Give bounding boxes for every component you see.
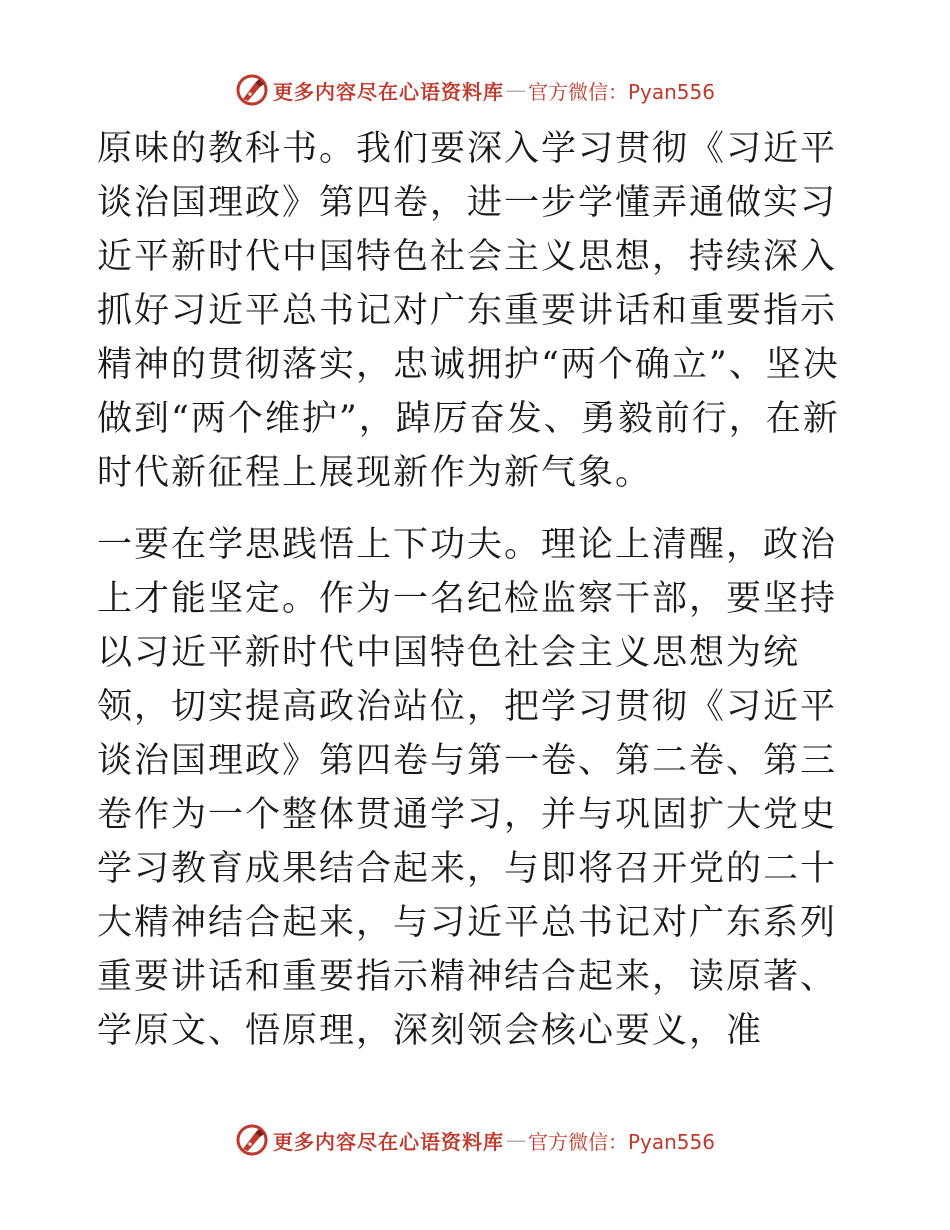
watermark-separator: —: [505, 78, 526, 102]
header-watermark: [0, 70, 950, 110]
paragraph-2: 一要在学思践悟上下功夫。理论上清醒，政治上才能坚定。作为一名纪检监察干部，要坚持以习近平新时代中国特色社会主义思想为统领，切实提高政治站位，把学习贯彻《习近平谈治国理政》第四卷与第一卷、第二卷、第三卷作为一个整体贯通学习，并与巩固扩大党史学习教育成果结合起来，与即将召开党的二十大精神结合起来，与习近平总书记对广东系列重要讲话和重要指示精神结合起来，读原著、学原文、悟原理，深刻领会核心要义，准: [97, 525, 838, 1051]
pen-nib-logo-icon: [235, 73, 269, 107]
watermark-text: 更多内容尽在心语资料库: [272, 79, 504, 104]
paragraph-1: 原味的教科书。我们要深入学习贯彻《习近平谈治国理政》第四卷，进一步学懂弄通做实习近平新时代中国特色社会主义思想，持续深入抓好习近平总书记对广东重要讲话和重要指示精神的贯彻落实，忠诚拥护“两个确立”、坚决做到“两个维护”，踔厉奋发、勇毅前行，在新时代新征程上展现新作为新气象。: [97, 129, 840, 493]
footer-watermark: [0, 1120, 950, 1160]
watermark-account: 官方微信：Pyan556: [527, 1129, 715, 1154]
watermark-account: 官方微信：Pyan556: [527, 79, 715, 104]
document-body: [97, 122, 857, 1058]
pen-nib-logo-icon: [235, 1123, 269, 1157]
watermark-separator: —: [505, 1128, 526, 1152]
watermark-text: 更多内容尽在心语资料库: [272, 1129, 504, 1154]
